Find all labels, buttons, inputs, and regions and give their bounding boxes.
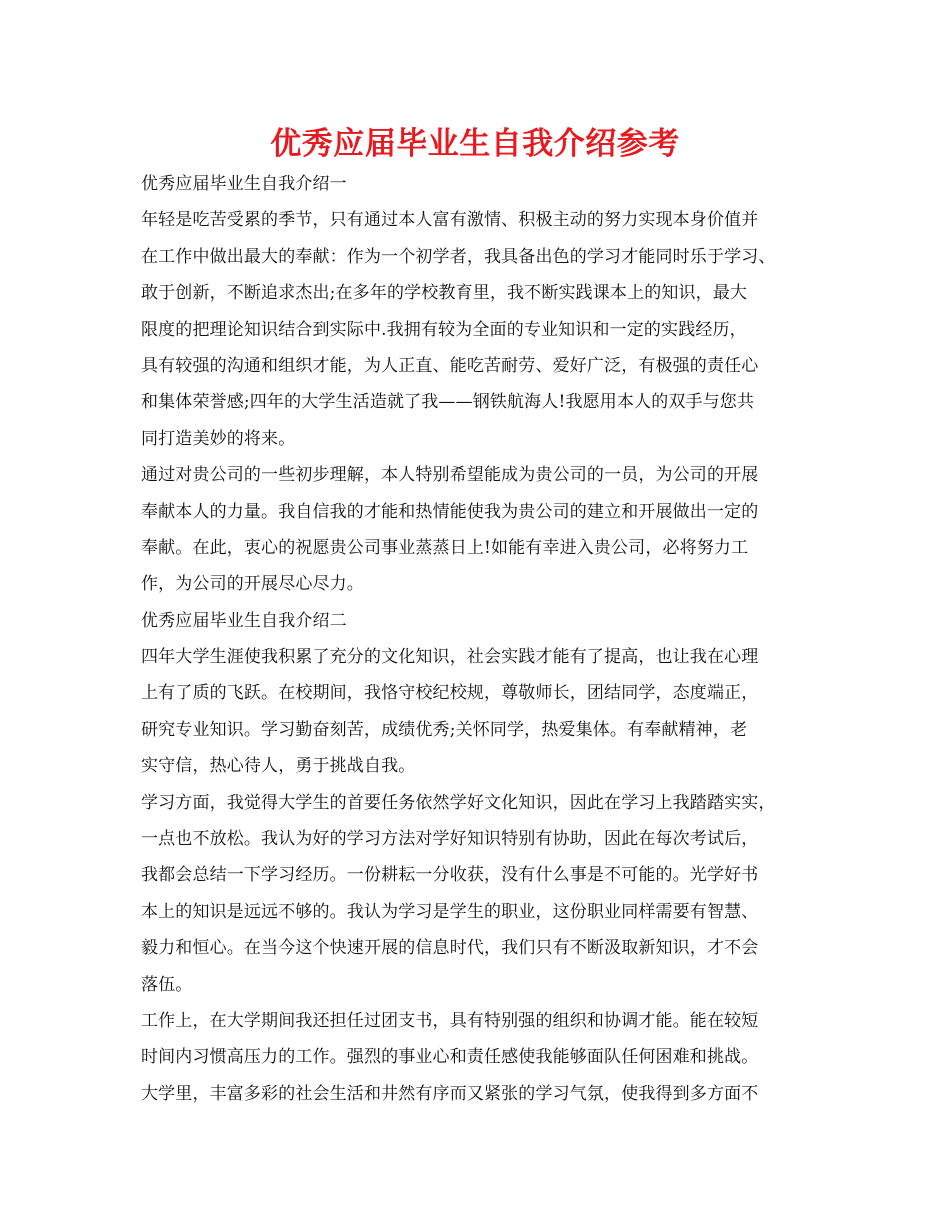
paragraph-line: 学习方面，我觉得大学生的首要任务依然学好文化知识，因此在学习上我踏踏实实， xyxy=(141,792,776,813)
paragraph-line: 作，为公司的开展尽心尽力。 xyxy=(141,574,364,595)
paragraph-line: 一点也不放松。我认为好的学习方法对学好知识特别有协助，因此在每次考试后， xyxy=(141,829,759,850)
paragraph-line: 本上的知识是远远不够的。我认为学习是学生的职业，这份职业同样需要有智慧、 xyxy=(141,901,759,922)
paragraph-line: 奉献本人的力量。我自信我的才能和热情能使我为贵公司的建立和开展做出一定的 xyxy=(141,501,759,522)
paragraph-line: 落伍。 xyxy=(141,974,193,995)
paragraph-line: 限度的把理论知识结合到实际中.我拥有较为全面的专业知识和一定的实践经历， xyxy=(141,319,747,340)
paragraph-line: 和集体荣誉感;四年的大学生活造就了我——钢铁航海人!我愿用本人的双手与您共 xyxy=(141,392,755,413)
paragraph-line: 上有了质的飞跃。在校期间，我恪守校纪校规，尊敬师长，团结同学，态度端正， xyxy=(141,683,759,704)
paragraph-line: 时间内习惯高压力的工作。强烈的事业心和责任感使我能够面队任何困难和挑战。 xyxy=(141,1047,759,1068)
paragraph-line: 具有较强的沟通和组织才能，为人正直、能吃苦耐劳、爱好广泛，有极强的责任心 xyxy=(141,355,759,376)
paragraph-line: 通过对贵公司的一些初步理解，本人特别希望能成为贵公司的一员，为公司的开展 xyxy=(141,465,759,486)
paragraph-line: 大学里，丰富多彩的社会生活和井然有序而又紧张的学习气氛，使我得到多方面不 xyxy=(141,1083,759,1104)
paragraph-line: 同打造美妙的将来。 xyxy=(141,428,296,449)
paragraph-line: 我都会总结一下学习经历。一份耕耘一分收获，没有什么事是不可能的。光学好书 xyxy=(141,865,759,886)
paragraph-line: 年轻是吃苦受累的季节，只有通过本人富有激情、积极主动的努力实现本身价值并 xyxy=(141,210,759,231)
page-title: 优秀应届毕业生自我介绍参考 xyxy=(270,126,680,162)
document-body xyxy=(141,166,831,1112)
paragraph-line: 研究专业知识。学习勤奋刻苦，成绩优秀;关怀同学，热爱集体。有奉献精神，老 xyxy=(141,719,748,740)
section-heading-2: 优秀应届毕业生自我介绍二 xyxy=(141,610,347,631)
paragraph-line: 毅力和恒心。在当今这个快速开展的信息时代，我们只有不断汲取新知识，才不会 xyxy=(141,938,759,959)
paragraph-line: 敢于创新，不断追求杰出;在多年的学校教育里，我不断实践课本上的知识，最大 xyxy=(141,283,748,304)
paragraph-line: 奉献。在此，衷心的祝愿贵公司事业蒸蒸日上!如能有幸进入贵公司，必将努力工 xyxy=(141,537,749,558)
paragraph-line: 在工作中做出最大的奉献：作为一个初学者，我具备出色的学习才能同时乐于学习、 xyxy=(141,246,776,267)
section-heading-1: 优秀应届毕业生自我介绍一 xyxy=(141,174,347,194)
paragraph-line: 实守信，热心待人，勇于挑战自我。 xyxy=(141,756,416,777)
paragraph-line: 四年大学生涯使我积累了充分的文化知识，社会实践才能有了提高，也让我在心理 xyxy=(141,647,759,668)
paragraph-line: 工作上，在大学期间我还担任过团支书，具有特别强的组织和协调才能。能在较短 xyxy=(141,1010,759,1031)
